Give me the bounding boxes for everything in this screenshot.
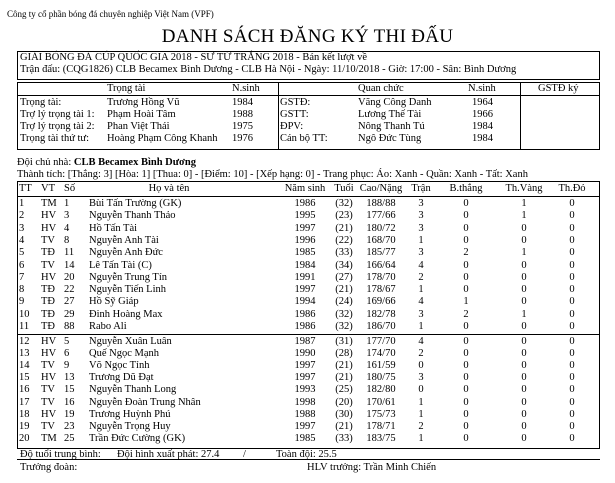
cell-full-name: Hồ Sỹ Giáp — [89, 296, 139, 308]
cell-yellow-cards: 0 — [521, 408, 527, 420]
cell-matches: 2 — [418, 348, 424, 360]
cell-tt: 13 — [19, 348, 30, 360]
cell-tt: 9 — [19, 296, 25, 308]
cell-yellow-cards: 0 — [521, 372, 527, 384]
cell-vt: TĐ — [41, 321, 55, 332]
cell-birth-year: 1998 — [294, 396, 316, 408]
cell-birth-year: 1997 — [294, 360, 316, 372]
cell-red-cards: 0 — [569, 308, 575, 320]
cell-full-name: Nguyễn Thanh Thảo — [89, 210, 176, 222]
cell-goals: 0 — [463, 372, 469, 384]
header-vt: VT — [41, 183, 55, 194]
cell-full-name: Bùi Tấn Trường (GK) — [89, 198, 182, 209]
cell-shirt-number: 13 — [64, 372, 75, 384]
cell-height-weight: 175/73 — [366, 408, 396, 420]
cell-yellow-cards: 0 — [521, 284, 527, 296]
cell-matches: 1 — [418, 284, 424, 296]
cell-full-name: Nguyễn Anh Tài — [89, 234, 159, 246]
cell-height-weight: 178/70 — [366, 271, 396, 283]
cell-birth-year: 1997 — [294, 372, 316, 384]
cell-goals: 0 — [463, 336, 469, 347]
cell-birth-year: 1984 — [294, 259, 316, 271]
cell-goals: 0 — [463, 210, 469, 222]
cell-birth-year: 1991 — [294, 271, 316, 283]
official-name2: Ngô Đức Tùng — [358, 133, 422, 144]
header-matches: Trận — [411, 183, 431, 194]
cell-tt: 8 — [19, 284, 25, 296]
cell-age: (23) — [335, 210, 353, 222]
official-year2: 1964 — [472, 97, 493, 108]
footer-divider — [17, 459, 600, 460]
cell-height-weight: 180/72 — [366, 222, 396, 234]
cell-red-cards: 0 — [569, 284, 575, 296]
cell-red-cards: 0 — [569, 432, 575, 444]
cell-yellow-cards: 0 — [521, 222, 527, 234]
cell-height-weight: 168/70 — [366, 234, 396, 246]
officials-header-cert: GSTĐ ký — [538, 83, 579, 94]
official-role: Trọng tài: — [20, 97, 62, 108]
cell-matches: 3 — [418, 247, 424, 259]
cell-shirt-number: 88 — [64, 321, 75, 332]
cell-full-name: Nguyễn Trọng Huy — [89, 420, 171, 432]
cell-matches: 0 — [418, 360, 424, 372]
avg-age-starting: Đội hình xuất phát: 27.4 — [117, 449, 220, 460]
cell-age: (31) — [335, 336, 353, 347]
cell-age: (21) — [335, 372, 353, 384]
page-title: DANH SÁCH ĐĂNG KÝ THI ĐẤU — [161, 26, 454, 47]
cell-goals: 0 — [463, 408, 469, 420]
cell-vt: TM — [41, 432, 57, 444]
cell-full-name: Nguyễn Trung Tín — [89, 271, 167, 283]
cell-matches: 3 — [418, 222, 424, 234]
cell-red-cards: 0 — [569, 360, 575, 372]
cell-red-cards: 0 — [569, 336, 575, 347]
cell-yellow-cards: 0 — [521, 336, 527, 347]
cell-matches: 4 — [418, 336, 424, 347]
cell-goals: 0 — [463, 321, 469, 332]
cell-birth-year: 1997 — [294, 222, 316, 234]
cell-age: (28) — [335, 348, 353, 360]
cell-height-weight: 183/75 — [366, 432, 396, 444]
cell-tt: 16 — [19, 384, 30, 396]
cell-age: (34) — [335, 259, 353, 271]
cell-shirt-number: 4 — [64, 222, 70, 234]
official-year2: 1984 — [472, 133, 493, 144]
cell-birth-year: 1986 — [294, 198, 316, 209]
cell-matches: 1 — [418, 432, 424, 444]
cell-tt: 17 — [19, 396, 30, 408]
cell-vt: HV — [41, 372, 57, 384]
cell-red-cards: 0 — [569, 372, 575, 384]
cell-height-weight: 185/77 — [366, 247, 396, 259]
official-role2: GSTĐ: — [280, 97, 311, 108]
official-name: Phan Việt Thái — [107, 121, 170, 132]
cell-age: (24) — [335, 296, 353, 308]
cell-goals: 0 — [463, 284, 469, 296]
cell-tt: 18 — [19, 408, 30, 420]
cell-tt: 12 — [19, 336, 30, 347]
cell-birth-year: 1993 — [294, 384, 316, 396]
cell-tt: 11 — [19, 321, 30, 332]
cell-matches: 2 — [418, 420, 424, 432]
cell-vt: TV — [41, 360, 55, 372]
avg-age-separator: / — [243, 449, 246, 460]
cell-yellow-cards: 0 — [521, 321, 527, 332]
cell-age: (21) — [335, 284, 353, 296]
cell-red-cards: 0 — [569, 420, 575, 432]
cell-matches: 0 — [418, 384, 424, 396]
cell-goals: 0 — [463, 259, 469, 271]
cell-age: (21) — [335, 420, 353, 432]
cell-vt: HV — [41, 336, 57, 347]
cell-birth-year: 1986 — [294, 308, 316, 320]
cell-full-name: Quế Ngọc Mạnh — [89, 348, 159, 360]
official-year: 1975 — [232, 121, 253, 132]
cell-birth-year: 1995 — [294, 210, 316, 222]
official-name2: Vãng Công Danh — [358, 97, 432, 108]
avg-age-team: Toàn đội: 25.5 — [276, 449, 337, 460]
cell-goals: 1 — [463, 296, 469, 308]
cell-yellow-cards: 0 — [521, 296, 527, 308]
cell-height-weight: 169/66 — [366, 296, 396, 308]
officials-header-birth: N.sinh — [232, 83, 260, 94]
cell-matches: 2 — [418, 271, 424, 283]
cell-shirt-number: 22 — [64, 284, 75, 296]
cell-birth-year: 1997 — [294, 284, 316, 296]
header-yellow-cards: Th.Vàng — [505, 183, 543, 194]
cell-red-cards: 0 — [569, 408, 575, 420]
cell-age: (32) — [335, 308, 353, 320]
cell-goals: 0 — [463, 396, 469, 408]
cell-age: (25) — [335, 384, 353, 396]
cell-tt: 3 — [19, 222, 25, 234]
cell-matches: 1 — [418, 234, 424, 246]
official-name: Hoàng Phạm Công Khanh — [107, 133, 218, 144]
cell-height-weight: 186/70 — [366, 321, 396, 332]
officials-header-birth2: N.sinh — [468, 83, 496, 94]
header-height-weight: Cao/Nặng — [359, 183, 403, 194]
cell-goals: 0 — [463, 198, 469, 209]
cell-tt: 7 — [19, 271, 25, 283]
cell-height-weight: 180/75 — [366, 372, 396, 384]
cell-matches: 3 — [418, 308, 424, 320]
cell-red-cards: 0 — [569, 296, 575, 308]
cell-vt: TĐ — [41, 284, 55, 296]
cell-red-cards: 0 — [569, 271, 575, 283]
cell-goals: 0 — [463, 360, 469, 372]
header-tt: TT — [19, 183, 32, 194]
cell-shirt-number: 8 — [64, 234, 70, 246]
cell-birth-year: 1994 — [294, 296, 316, 308]
team-manager: Trưởng đoàn: — [20, 462, 78, 473]
official-name: Phạm Hoài Tâm — [107, 109, 176, 120]
cell-full-name: Lê Tấn Tài (C) — [89, 259, 152, 271]
cell-birth-year: 1990 — [294, 348, 316, 360]
cell-goals: 0 — [463, 420, 469, 432]
match-line: Trận đấu: (CQG1826) CLB Becamex Bình Dương - CLB Hà Nội - Ngày: 11/10/2018 - Giờ: 17:00 - Sân: Bình Dương — [20, 64, 517, 75]
team-stats: Thành tích: [Thắng: 3] [Hòa: 1] [Thua: 0] - [Điểm: 10] - [Xếp hạng: 0] - Trang phục: Áo: Xanh - Quần: Xanh - Tất: Xanh — [17, 169, 528, 180]
official-role2: GSTT: — [280, 109, 309, 120]
cell-age: (32) — [335, 321, 353, 332]
cell-shirt-number: 14 — [64, 259, 75, 271]
cell-vt: HV — [41, 210, 57, 222]
cell-red-cards: 0 — [569, 259, 575, 271]
cell-matches: 1 — [418, 321, 424, 332]
cell-red-cards: 0 — [569, 321, 575, 332]
cell-yellow-cards: 0 — [521, 348, 527, 360]
cell-shirt-number: 1 — [64, 198, 70, 209]
header-full-name: Họ và tên — [148, 183, 190, 194]
cell-tt: 15 — [19, 372, 30, 384]
cell-red-cards: 0 — [569, 198, 575, 209]
cell-vt: TM — [41, 198, 57, 209]
cell-full-name: Võ Ngọc Tỉnh — [89, 360, 150, 372]
cell-age: (21) — [335, 222, 353, 234]
cell-shirt-number: 19 — [64, 408, 75, 420]
cell-yellow-cards: 0 — [521, 432, 527, 444]
cell-goals: 0 — [463, 222, 469, 234]
cell-birth-year: 1996 — [294, 234, 316, 246]
cell-tt: 1 — [19, 198, 25, 209]
cell-height-weight: 182/78 — [366, 308, 396, 320]
cell-shirt-number: 11 — [64, 247, 75, 259]
cell-height-weight: 170/61 — [366, 396, 396, 408]
cell-yellow-cards: 0 — [521, 360, 527, 372]
cell-vt: HV — [41, 222, 57, 234]
header-birth-year: Năm sinh — [284, 183, 326, 194]
cell-full-name: Đinh Hoàng Max — [89, 308, 163, 320]
cell-height-weight: 182/80 — [366, 384, 396, 396]
cell-goals: 0 — [463, 234, 469, 246]
cell-full-name: Nguyễn Thanh Long — [89, 384, 177, 396]
cell-goals: 0 — [463, 271, 469, 283]
official-role2: Cán bộ TT: — [280, 133, 328, 144]
cell-shirt-number: 9 — [64, 360, 70, 372]
official-name2: Lương Thế Tài — [358, 109, 422, 120]
cell-red-cards: 0 — [569, 234, 575, 246]
cell-full-name: Rabo Ali — [89, 321, 127, 332]
cell-age: (21) — [335, 360, 353, 372]
cell-full-name: Trương Huỳnh Phú — [89, 408, 171, 420]
cell-birth-year: 1988 — [294, 408, 316, 420]
officials-divider-cert — [520, 82, 521, 149]
cell-full-name: Nguyễn Tiến Linh — [89, 284, 167, 296]
cell-height-weight: 161/59 — [366, 360, 396, 372]
cell-shirt-number: 20 — [64, 271, 75, 283]
official-year: 1984 — [232, 97, 253, 108]
official-role: Trọng tài thứ tư: — [20, 133, 90, 144]
cell-tt: 14 — [19, 360, 30, 372]
tournament-line: GIẢI BÓNG ĐÁ CÚP QUỐC GIA 2018 - SƯ TỬ TRẮNG 2018 - Bán kết lượt về — [20, 52, 368, 63]
cell-height-weight: 178/71 — [366, 420, 396, 432]
cell-tt: 2 — [19, 210, 25, 222]
header-shirt-number: Số — [64, 183, 76, 194]
cell-goals: 0 — [463, 432, 469, 444]
cell-vt: HV — [41, 408, 57, 420]
official-role: Trợ lý trọng tài 1: — [20, 109, 95, 120]
cell-tt: 4 — [19, 234, 25, 246]
header-goals: B.thắng — [449, 183, 483, 194]
header-age: Tuổi — [334, 183, 354, 194]
cell-yellow-cards: 0 — [521, 259, 527, 271]
cell-red-cards: 0 — [569, 222, 575, 234]
cell-red-cards: 0 — [569, 348, 575, 360]
cell-shirt-number: 5 — [64, 336, 70, 347]
official-year2: 1966 — [472, 109, 493, 120]
cell-matches: 1 — [418, 396, 424, 408]
cell-vt: TĐ — [41, 296, 55, 308]
cell-goals: 0 — [463, 384, 469, 396]
officials-header-referee: Trọng tài — [107, 83, 146, 94]
cell-shirt-number: 15 — [64, 384, 75, 396]
cell-full-name: Trương Dũ Đạt — [89, 372, 154, 384]
cell-matches: 3 — [418, 210, 424, 222]
cell-shirt-number: 3 — [64, 210, 70, 222]
cell-goals: 2 — [463, 247, 469, 259]
cell-matches: 4 — [418, 259, 424, 271]
cell-tt: 10 — [19, 308, 30, 320]
cell-yellow-cards: 1 — [521, 308, 527, 320]
cell-age: (20) — [335, 396, 353, 408]
cell-shirt-number: 23 — [64, 420, 75, 432]
cell-vt: TĐ — [41, 247, 55, 259]
company-name: Công ty cổ phần bóng đá chuyên nghiệp Việt Nam (VPF) — [7, 9, 214, 19]
cell-shirt-number: 25 — [64, 432, 75, 444]
official-role2: ĐPV: — [280, 121, 304, 132]
official-year2: 1984 — [472, 121, 493, 132]
cell-birth-year: 1987 — [294, 336, 316, 347]
cell-birth-year: 1985 — [294, 247, 316, 259]
cell-vt: HV — [41, 271, 57, 283]
cell-vt: TV — [41, 384, 55, 396]
cell-full-name: Nguyễn Anh Đức — [89, 247, 163, 259]
cell-shirt-number: 16 — [64, 396, 75, 408]
cell-tt: 20 — [19, 432, 30, 444]
cell-birth-year: 1997 — [294, 420, 316, 432]
cell-age: (27) — [335, 271, 353, 283]
official-year: 1976 — [232, 133, 253, 144]
officials-divider — [278, 82, 279, 149]
official-role: Trợ lý trọng tài 2: — [20, 121, 95, 132]
cell-shirt-number: 27 — [64, 296, 75, 308]
cell-height-weight: 178/67 — [366, 284, 396, 296]
cell-yellow-cards: 0 — [521, 420, 527, 432]
cell-vt: TV — [41, 259, 55, 271]
cell-yellow-cards: 0 — [521, 271, 527, 283]
cell-yellow-cards: 1 — [521, 198, 527, 209]
head-coach: HLV trưởng: Trần Minh Chiến — [307, 462, 437, 473]
cell-matches: 3 — [418, 372, 424, 384]
team-name: CLB Becamex Bình Dương — [73, 157, 196, 168]
cell-vt: TĐ — [41, 308, 55, 320]
cell-vt: TV — [41, 234, 55, 246]
officials-header-divider — [17, 95, 600, 96]
cell-birth-year: 1986 — [294, 321, 316, 332]
official-name: Trương Hồng Vũ — [107, 97, 180, 108]
cell-yellow-cards: 0 — [521, 384, 527, 396]
cell-age: (33) — [335, 247, 353, 259]
cell-full-name: Hồ Tấn Tài — [89, 222, 138, 234]
cell-shirt-number: 29 — [64, 308, 75, 320]
cell-full-name: Nguyễn Đoàn Trung Nhân — [89, 396, 201, 408]
players-header-divider — [17, 196, 600, 197]
cell-height-weight: 177/70 — [366, 336, 396, 347]
starters-subs-divider — [17, 334, 600, 335]
cell-yellow-cards: 1 — [521, 210, 527, 222]
cell-matches: 4 — [418, 296, 424, 308]
cell-red-cards: 0 — [569, 210, 575, 222]
official-name2: Nông Thanh Tú — [358, 121, 425, 132]
cell-height-weight: 166/64 — [366, 259, 396, 271]
cell-age: (32) — [335, 198, 353, 209]
cell-height-weight: 174/70 — [366, 348, 396, 360]
cell-age: (33) — [335, 432, 353, 444]
cell-age: (30) — [335, 408, 353, 420]
cell-yellow-cards: 1 — [521, 247, 527, 259]
cell-height-weight: 188/88 — [366, 198, 396, 209]
cell-tt: 6 — [19, 259, 25, 271]
cell-yellow-cards: 0 — [521, 396, 527, 408]
cell-matches: 1 — [418, 408, 424, 420]
cell-red-cards: 0 — [569, 396, 575, 408]
cell-goals: 0 — [463, 348, 469, 360]
cell-shirt-number: 6 — [64, 348, 70, 360]
team-label: Đội chủ nhà: — [17, 157, 72, 168]
cell-age: (22) — [335, 234, 353, 246]
cell-full-name: Nguyễn Xuân Luân — [89, 336, 172, 347]
cell-vt: TV — [41, 420, 55, 432]
officials-header-inspector: Quan chức — [358, 83, 404, 94]
team-line — [17, 157, 196, 168]
cell-full-name: Trần Đức Cường (GK) — [89, 432, 186, 444]
avg-age-label: Độ tuổi trung bình: — [20, 449, 101, 460]
cell-matches: 3 — [418, 198, 424, 209]
cell-vt: HV — [41, 348, 57, 360]
cell-birth-year: 1985 — [294, 432, 316, 444]
header-red-cards: Th.Đỏ — [558, 183, 586, 194]
official-year: 1988 — [232, 109, 253, 120]
cell-tt: 5 — [19, 247, 25, 259]
cell-vt: TV — [41, 396, 55, 408]
cell-red-cards: 0 — [569, 384, 575, 396]
cell-yellow-cards: 0 — [521, 234, 527, 246]
cell-goals: 2 — [463, 308, 469, 320]
cell-red-cards: 0 — [569, 247, 575, 259]
cell-tt: 19 — [19, 420, 30, 432]
cell-height-weight: 177/66 — [366, 210, 396, 222]
